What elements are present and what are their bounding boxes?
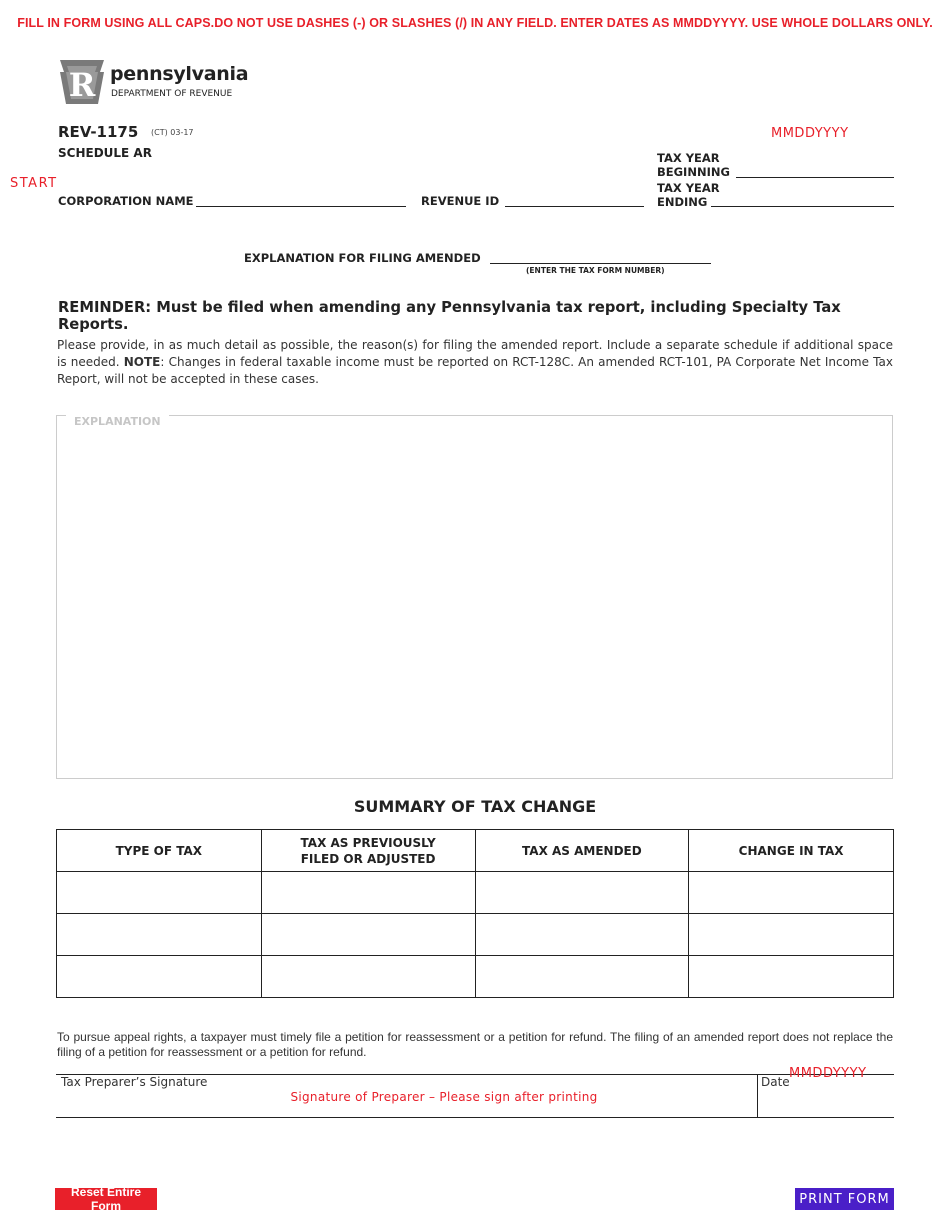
paragraph-part-2: : Changes in federal taxable income must be reported on RCT-128C. An amended RCT-101, PA Corporate Net Income Tax Report, will not be accepted in these cases. [57,355,893,386]
header-tax-previously-filed: TAX AS PREVIOUSLY FILED OR ADJUSTED [261,830,475,872]
explanation-amended-label: EXPLANATION FOR FILING AMENDED [244,251,481,265]
tax-year-ending-input[interactable] [711,206,894,207]
tax-as-amended-cell[interactable] [475,914,689,956]
instructions-paragraph [57,337,893,388]
signature-date-input[interactable]: MMDDYYYY [789,1066,867,1081]
amended-form-number-hint: (ENTER THE TAX FORM NUMBER) [526,266,665,275]
form-number: REV-1175 [58,123,139,141]
keystone-icon [58,58,106,106]
header-change-in-tax: CHANGE IN TAX [689,830,894,872]
note-label: NOTE [123,355,161,369]
reset-form-button[interactable]: Reset Entire Form [55,1188,157,1210]
logo-name: pennsylvania [110,63,249,85]
tax-year-date-hint: MMDDYYYY [771,126,849,141]
revenue-id-label: REVENUE ID [421,194,500,208]
table-row [57,872,894,914]
table-row [57,956,894,998]
tax-as-amended-cell[interactable] [475,956,689,998]
corporation-name-label: CORPORATION NAME [58,194,194,208]
explanation-textarea[interactable] [56,415,893,779]
header-tax-as-amended: TAX AS AMENDED [475,830,689,872]
logo-subtitle: DEPARTMENT OF REVENUE [111,89,233,99]
start-marker: START [10,176,58,191]
reminder-heading: REMINDER: Must be filed when amending any Pennsylvania tax report, including Specialty Tax Reports. [58,299,841,333]
type-of-tax-cell[interactable] [57,956,262,998]
amended-form-number-input[interactable] [490,263,711,264]
change-in-tax-cell[interactable] [689,956,894,998]
explanation-legend: EXPLANATION [66,409,169,428]
table-row [57,914,894,956]
tax-as-amended-cell[interactable] [475,872,689,914]
tax-year-ending-label: TAX YEAR ENDING [657,181,720,209]
preparer-signature-note: Signature of Preparer – Please sign after printing [290,1090,598,1104]
revenue-id-input[interactable] [505,206,644,207]
paragraph-part-1: Please provide, in as much detail as possible, the reason(s) for filing the amended report. Include a separate schedule if additional space is needed. [57,338,893,369]
form-revision-code: (CT) 03-17 [151,128,194,137]
tax-previously-filed-cell[interactable] [261,914,475,956]
signature-bottom-rule [56,1117,894,1118]
tax-change-table [56,829,894,998]
change-in-tax-cell[interactable] [689,872,894,914]
change-in-tax-cell[interactable] [689,914,894,956]
print-form-button[interactable]: PRINT FORM [795,1188,894,1210]
tax-year-beginning-label: TAX YEAR BEGINNING [657,151,730,179]
type-of-tax-cell[interactable] [57,872,262,914]
tax-year-beginning-input[interactable] [736,177,894,178]
schedule-title: SCHEDULE AR [58,146,152,160]
preparer-signature-label: Tax Preparer’s Signature [61,1075,208,1089]
tax-previously-filed-cell[interactable] [261,872,475,914]
appeal-rights-text: To pursue appeal rights, a taxpayer must timely file a petition for reassessment or a petition for refund. The filing of an amended report does not replace the filing of a petition for reassessment or a petition for refund. [57,1030,893,1059]
signature-date-label: Date [761,1075,790,1089]
logo-letter: R [68,66,96,104]
tax-previously-filed-cell[interactable] [261,956,475,998]
corporation-name-input[interactable] [196,206,406,207]
summary-title: SUMMARY OF TAX CHANGE [353,797,597,816]
form-instructions: FILL IN FORM USING ALL CAPS.DO NOT USE DASHES (-) OR SLASHES (/) IN ANY FIELD. ENTER DATES AS MMDDYYYY. USE WHOLE DOLLARS ONLY. [17,16,933,30]
type-of-tax-cell[interactable] [57,914,262,956]
header-type-of-tax: TYPE OF TAX [57,830,262,872]
